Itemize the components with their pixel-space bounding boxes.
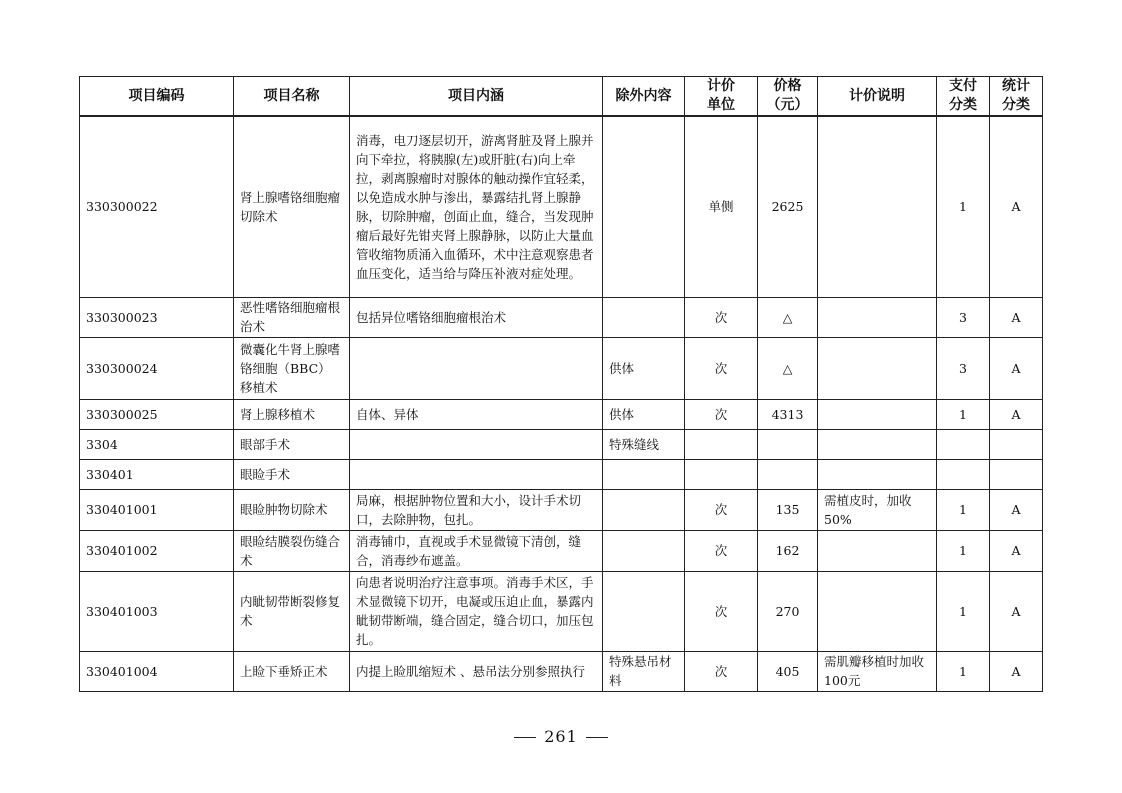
cell-note bbox=[818, 571, 937, 651]
cell-excluded: 供体 bbox=[603, 337, 685, 399]
cell-content bbox=[350, 459, 603, 489]
cell-unit: 单侧 bbox=[685, 116, 758, 297]
cell-code: 330300022 bbox=[80, 116, 234, 297]
cell-excluded bbox=[603, 489, 685, 530]
cell-code: 330401003 bbox=[80, 571, 234, 651]
cell-note bbox=[818, 459, 937, 489]
table-row bbox=[80, 459, 1043, 489]
cell-price bbox=[758, 459, 818, 489]
cell-price: 162 bbox=[758, 530, 818, 571]
cell-note bbox=[818, 530, 937, 571]
cell-excluded bbox=[603, 530, 685, 571]
cell-unit: 次 bbox=[685, 571, 758, 651]
cell-note: 需植皮时，加收50% bbox=[818, 489, 937, 530]
header-unit: 计价 单位 bbox=[685, 77, 758, 117]
cell-excluded bbox=[603, 459, 685, 489]
cell-content bbox=[350, 337, 603, 399]
cell-pay: 1 bbox=[937, 571, 990, 651]
header-code: 项目编码 bbox=[80, 77, 234, 117]
cell-name: 恶性嗜铬细胞瘤根治术 bbox=[234, 297, 350, 337]
table-header bbox=[80, 77, 1043, 117]
cell-unit: 次 bbox=[685, 489, 758, 530]
cell-name: 肾上腺移植术 bbox=[234, 399, 350, 429]
cell-content: 包括异位嗜铬细胞瘤根治术 bbox=[350, 297, 603, 337]
cell-unit: 次 bbox=[685, 651, 758, 691]
cell-excluded: 特殊悬吊材料 bbox=[603, 651, 685, 691]
cell-price bbox=[758, 429, 818, 459]
cell-name: 微囊化牛肾上腺嗜铬细胞（BBC）移植术 bbox=[234, 337, 350, 399]
cell-code: 330401002 bbox=[80, 530, 234, 571]
cell-stat: A bbox=[990, 116, 1043, 297]
cell-content: 内提上睑肌缩短术 、悬吊法分别参照执行 bbox=[350, 651, 603, 691]
cell-stat: A bbox=[990, 571, 1043, 651]
cell-stat: A bbox=[990, 399, 1043, 429]
cell-content: 向患者说明治疗注意事项。消毒手术区，手术显微镜下切开，电凝或压迫止血，暴露内眦韧带断端，缝合固定，缝合切口，加压包扎。 bbox=[350, 571, 603, 651]
cell-code: 3304 bbox=[80, 429, 234, 459]
cell-stat: A bbox=[990, 337, 1043, 399]
cell-excluded: 供体 bbox=[603, 399, 685, 429]
cell-name: 眼睑结膜裂伤缝合术 bbox=[234, 530, 350, 571]
cell-stat bbox=[990, 459, 1043, 489]
cell-note bbox=[818, 116, 937, 297]
cell-note: 需肌瓣移植时加收100元 bbox=[818, 651, 937, 691]
table-row bbox=[80, 399, 1043, 429]
cell-code: 330300025 bbox=[80, 399, 234, 429]
cell-unit: 次 bbox=[685, 530, 758, 571]
cell-name: 眼睑手术 bbox=[234, 459, 350, 489]
page-footer bbox=[0, 727, 1122, 746]
header-stat: 统计 分类 bbox=[990, 77, 1043, 117]
cell-content: 消毒铺巾，直视或手术显微镜下清创，缝合，消毒纱布遮盖。 bbox=[350, 530, 603, 571]
table-body bbox=[80, 116, 1043, 691]
cell-note bbox=[818, 429, 937, 459]
cell-pay bbox=[937, 429, 990, 459]
cell-price: 270 bbox=[758, 571, 818, 651]
cell-pay: 1 bbox=[937, 116, 990, 297]
cell-price: 405 bbox=[758, 651, 818, 691]
header-content: 项目内涵 bbox=[350, 77, 603, 117]
header-note: 计价说明 bbox=[818, 77, 937, 117]
cell-stat: A bbox=[990, 489, 1043, 530]
cell-excluded bbox=[603, 571, 685, 651]
cell-content: 自体、异体 bbox=[350, 399, 603, 429]
cell-excluded bbox=[603, 116, 685, 297]
table-row bbox=[80, 571, 1043, 651]
cell-note bbox=[818, 337, 937, 399]
footer-dash-left bbox=[514, 737, 536, 738]
cell-unit: 次 bbox=[685, 337, 758, 399]
cell-stat: A bbox=[990, 651, 1043, 691]
header-excluded: 除外内容 bbox=[603, 77, 685, 117]
cell-pay bbox=[937, 459, 990, 489]
header-name: 项目名称 bbox=[234, 77, 350, 117]
cell-content: 局麻，根据肿物位置和大小，设计手术切口，去除肿物，包扎。 bbox=[350, 489, 603, 530]
cell-stat bbox=[990, 429, 1043, 459]
cell-name: 肾上腺嗜铬细胞瘤切除术 bbox=[234, 116, 350, 297]
cell-code: 330300023 bbox=[80, 297, 234, 337]
table-row bbox=[80, 429, 1043, 459]
cell-pay: 3 bbox=[937, 337, 990, 399]
cell-note bbox=[818, 297, 937, 337]
footer-dash-right bbox=[586, 737, 608, 738]
cell-stat: A bbox=[990, 530, 1043, 571]
cell-pay: 1 bbox=[937, 399, 990, 429]
cell-name: 眼睑肿物切除术 bbox=[234, 489, 350, 530]
cell-unit: 次 bbox=[685, 399, 758, 429]
table-row bbox=[80, 530, 1043, 571]
cell-stat: A bbox=[990, 297, 1043, 337]
cell-price: 4313 bbox=[758, 399, 818, 429]
cell-code: 330300024 bbox=[80, 337, 234, 399]
table-row bbox=[80, 337, 1043, 399]
cell-content bbox=[350, 429, 603, 459]
cell-content: 消毒，电刀逐层切开，游离肾脏及肾上腺并向下牵拉，将胰腺(左)或肝脏(右)向上牵拉，剥离腺瘤时对腺体的触动操作宜轻柔，以免造成水肿与渗出，暴露结扎肾上腺静脉，切除肿瘤，创面止血，缝合，当发现肿瘤后最好先钳夹肾上腺静脉，以防止大量血管收缩物质涌入血循环，术中注意观察患者血压变化，适当给与降压补液对症处理。 bbox=[350, 116, 603, 297]
table-row bbox=[80, 297, 1043, 337]
cell-code: 330401001 bbox=[80, 489, 234, 530]
cell-excluded bbox=[603, 297, 685, 337]
table-row bbox=[80, 651, 1043, 691]
cell-unit bbox=[685, 429, 758, 459]
table-row bbox=[80, 489, 1043, 530]
cell-unit: 次 bbox=[685, 297, 758, 337]
cell-note bbox=[818, 399, 937, 429]
cell-code: 330401 bbox=[80, 459, 234, 489]
cell-name: 内眦韧带断裂修复术 bbox=[234, 571, 350, 651]
cell-pay: 1 bbox=[937, 651, 990, 691]
header-price: 价格 （元） bbox=[758, 77, 818, 117]
table-row bbox=[80, 116, 1043, 297]
page-number: 261 bbox=[544, 727, 578, 746]
cell-price: △ bbox=[758, 297, 818, 337]
cell-price: 2625 bbox=[758, 116, 818, 297]
header-pay: 支付 分类 bbox=[937, 77, 990, 117]
cell-pay: 3 bbox=[937, 297, 990, 337]
cell-code: 330401004 bbox=[80, 651, 234, 691]
cell-excluded: 特殊缝线 bbox=[603, 429, 685, 459]
cell-name: 眼部手术 bbox=[234, 429, 350, 459]
cell-name: 上睑下垂矫正术 bbox=[234, 651, 350, 691]
cell-pay: 1 bbox=[937, 489, 990, 530]
cell-pay: 1 bbox=[937, 530, 990, 571]
cell-unit bbox=[685, 459, 758, 489]
cell-price: 135 bbox=[758, 489, 818, 530]
fee-table bbox=[79, 76, 1043, 692]
cell-price: △ bbox=[758, 337, 818, 399]
